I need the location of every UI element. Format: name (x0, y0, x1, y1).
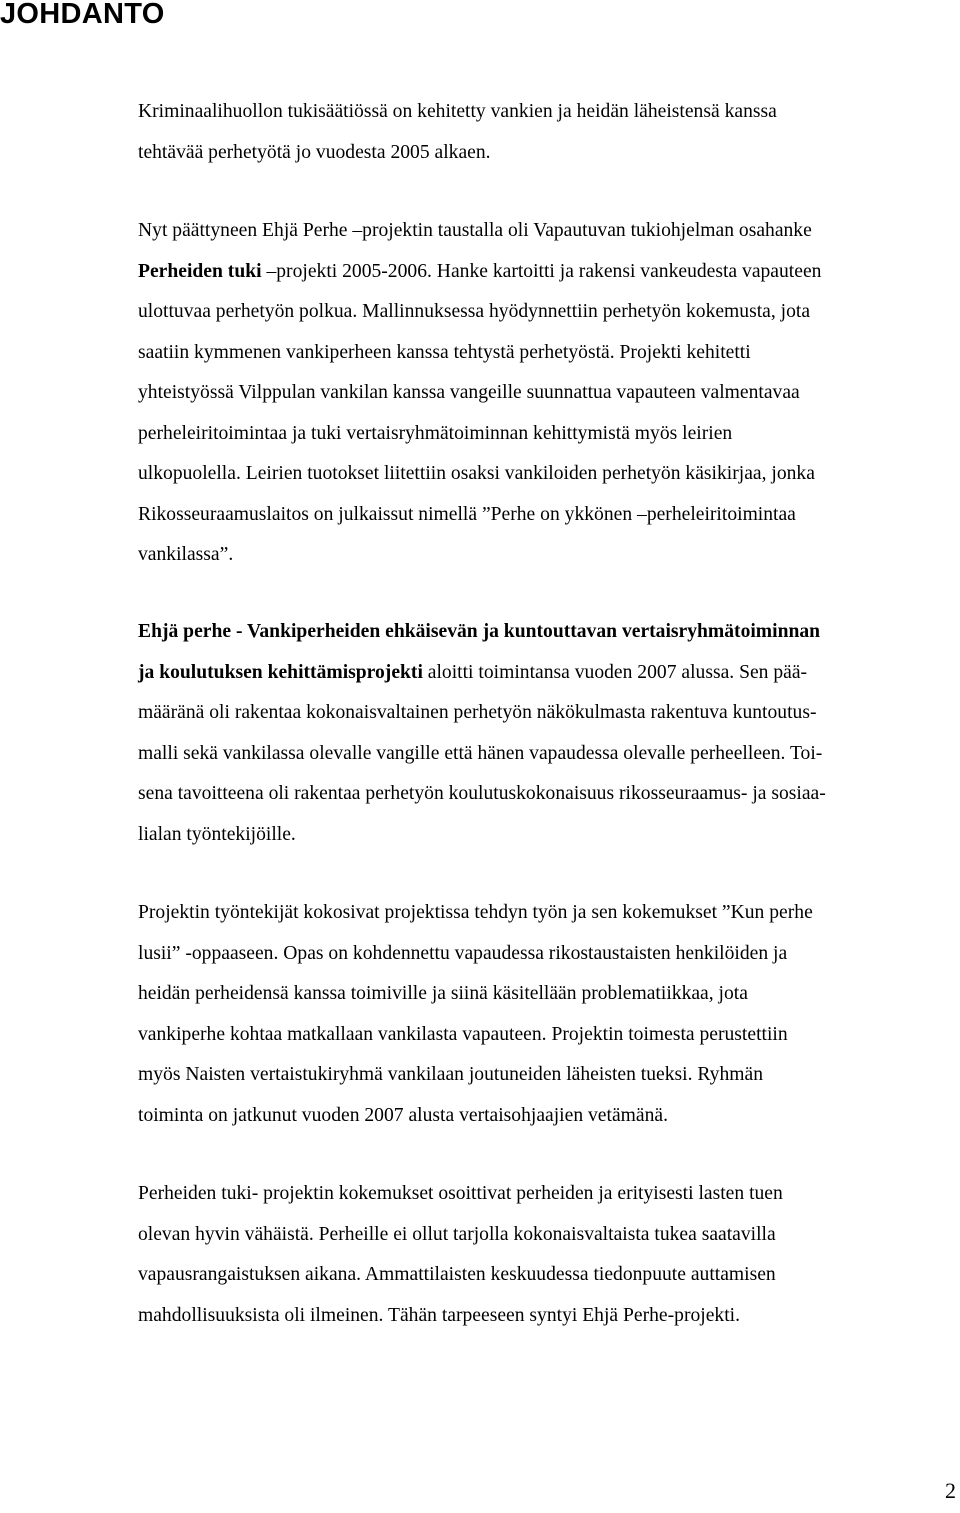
text-line: toiminta on jatkunut vuoden 2007 alusta vertaisohjaajien vetämänä. (138, 1104, 668, 1126)
text-line: Projektin työntekijät kokosivat projektissa tehdyn työn ja sen kokemukset ”Kun perhe (138, 902, 813, 923)
paragraph-project-goals (138, 612, 960, 855)
text-line: yhteistyössä Vilppulan vankilan kanssa vangeille suunnattua vapauteen valmentavaa (138, 382, 800, 403)
text-line: vankiperhe kohtaa matkallaan vankilasta vapauteen. Projektin toimesta perustettiin (138, 1023, 788, 1045)
text-line: olevan hyvin vähäistä. Perheille ei ollut tarjolla kokonaisvaltaista tukea saatavilla (138, 1223, 776, 1245)
text-line: malli sekä vankilassa olevalle vangille että hänen vapaudessa olevalle perheelleen. Toi- (138, 742, 823, 764)
text-line: Rikosseuraamuslaitos on julkaissut nimellä ”Perhe on ykkönen –perheleiritoimintaa (138, 503, 796, 525)
text-line: Kriminaalihuollon tukisäätiössä on kehitetty vankien ja heidän läheistensä kanssa (138, 101, 777, 122)
text-line (138, 252, 960, 293)
bold-project-name: Perheiden tuki (138, 260, 262, 282)
text-line: myös Naisten vertaistukiryhmä vankilaan joutuneiden läheisten tueksi. Ryhmän (138, 1064, 763, 1085)
text-line: lusii” -oppaaseen. Opas on kohdennettu vapaudessa rikostaustaisten henkilöiden ja (138, 942, 788, 964)
text-line: ulkopuolella. Leirien tuotokset liitettiin osaksi vankiloiden perhetyön käsikirjaa, jonka (138, 463, 815, 484)
text-line: mahdollisuuksista oli ilmeinen. Tähän tarpeeseen syntyi Ehjä Perhe-projekti. (138, 1304, 741, 1326)
paragraph-intro (138, 92, 960, 173)
paragraph-background (138, 211, 960, 576)
text-line: sena tavoitteena oli rakentaa perhetyön koulutuskokonaisuus rikosseuraamus- ja sosiaa- (138, 783, 826, 804)
paragraph-conclusion (138, 1174, 960, 1336)
text-line: vapausrangaistuksen aikana. Ammattilaisten keskuudessa tiedonpuute auttamisen (138, 1264, 776, 1285)
page-number: 2 (945, 1478, 956, 1503)
text-line: tehtävää perhetyötä jo vuodesta 2005 alkaen. (138, 141, 491, 163)
document-heading: JOHDANTO (0, 0, 165, 30)
text-line: perheleiritoimintaa ja tuki vertaisryhmätoiminnan kehittymistä myös leirien (138, 422, 733, 444)
text-line: Perheiden tuki- projektin kokemukset osoittivat perheiden ja erityisesti lasten tuen (138, 1183, 783, 1204)
text-line-rest: aloitti toimintansa vuoden 2007 alussa. Sen pää- (422, 661, 808, 683)
text-line-rest: –projekti 2005-2006. Hanke kartoitti ja rakensi vankeudesta vapauteen (261, 260, 822, 282)
text-line: heidän perheidensä kanssa toimiville ja siinä käsitellään problematiikkaa, jota (138, 983, 748, 1004)
text-line: vankilassa”. (138, 544, 234, 565)
text-line: ulottuvaa perhetyön polkua. Mallinnuksessa hyödynnettiin perhetyön kokemusta, jota (138, 301, 811, 322)
paragraph-guide (138, 893, 960, 1136)
text-line: määränä oli rakentaa kokonaisvaltainen perhetyön näkökulmasta rakentuva kuntoutus- (138, 702, 817, 723)
text-line (138, 653, 960, 694)
text-line: saatiin kymmenen vankiperheen kanssa tehtystä perhetyöstä. Projekti kehitetti (138, 341, 751, 363)
bold-project-title: ja koulutuksen kehittämisprojekti (138, 661, 423, 683)
bold-project-title: Ehjä perhe - Vankiperheiden ehkäisevän ja kuntouttavan vertaisryhmätoiminnan (138, 621, 821, 642)
text-line: lialan työntekijöille. (138, 823, 296, 845)
text-line: Nyt päättyneen Ehjä Perhe –projektin taustalla oli Vapautuvan tukiohjelman osahanke (138, 220, 812, 241)
text-line (138, 612, 960, 653)
